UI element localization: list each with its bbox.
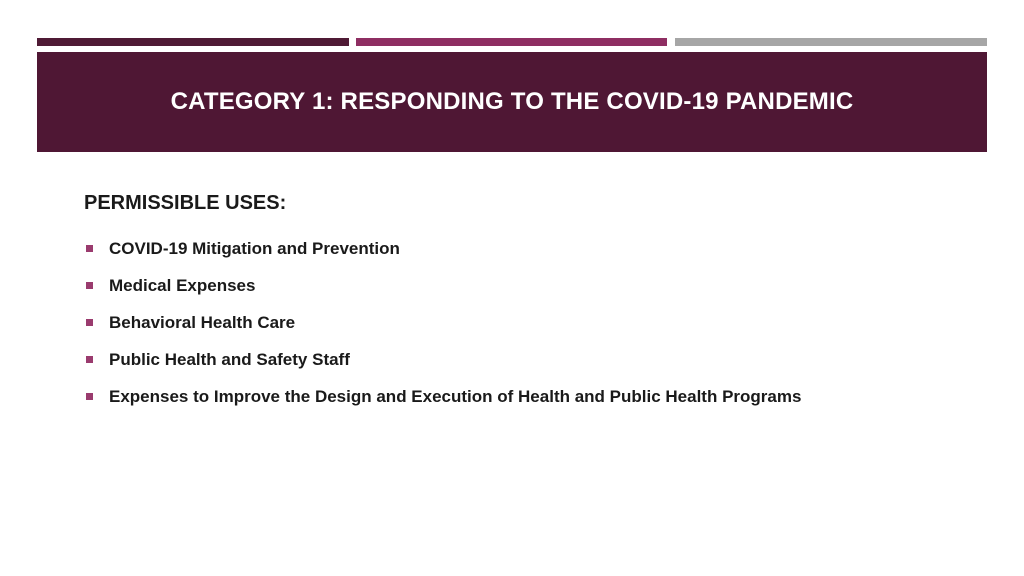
- bullet-item: [84, 378, 964, 415]
- square-bullet-icon: [86, 393, 93, 400]
- bullet-item: [84, 230, 964, 267]
- bullet-text: Expenses to Improve the Design and Execution of Health and Public Health Programs: [109, 386, 802, 406]
- bullet-item: [84, 304, 964, 341]
- square-bullet-icon: [86, 319, 93, 326]
- slide-content: [84, 190, 964, 415]
- bullet-text: Medical Expenses: [109, 275, 256, 295]
- title-band: [37, 52, 987, 152]
- section-heading: PERMISSIBLE USES:: [84, 192, 287, 214]
- square-bullet-icon: [86, 356, 93, 363]
- bullet-text: Behavioral Health Care: [109, 312, 296, 332]
- square-bullet-icon: [86, 282, 93, 289]
- bullet-list: [84, 230, 964, 415]
- slide-title: CATEGORY 1: RESPONDING TO THE COVID-19 PANDEMIC: [170, 88, 854, 115]
- bullet-text: Public Health and Safety Staff: [109, 349, 350, 369]
- bullet-item: [84, 341, 964, 378]
- accent-bar-dark: [37, 38, 349, 46]
- accent-bar-magenta: [356, 38, 667, 46]
- accent-bar-gray: [675, 38, 987, 46]
- bullet-item: [84, 267, 964, 304]
- square-bullet-icon: [86, 245, 93, 252]
- bullet-text: COVID-19 Mitigation and Prevention: [109, 238, 400, 258]
